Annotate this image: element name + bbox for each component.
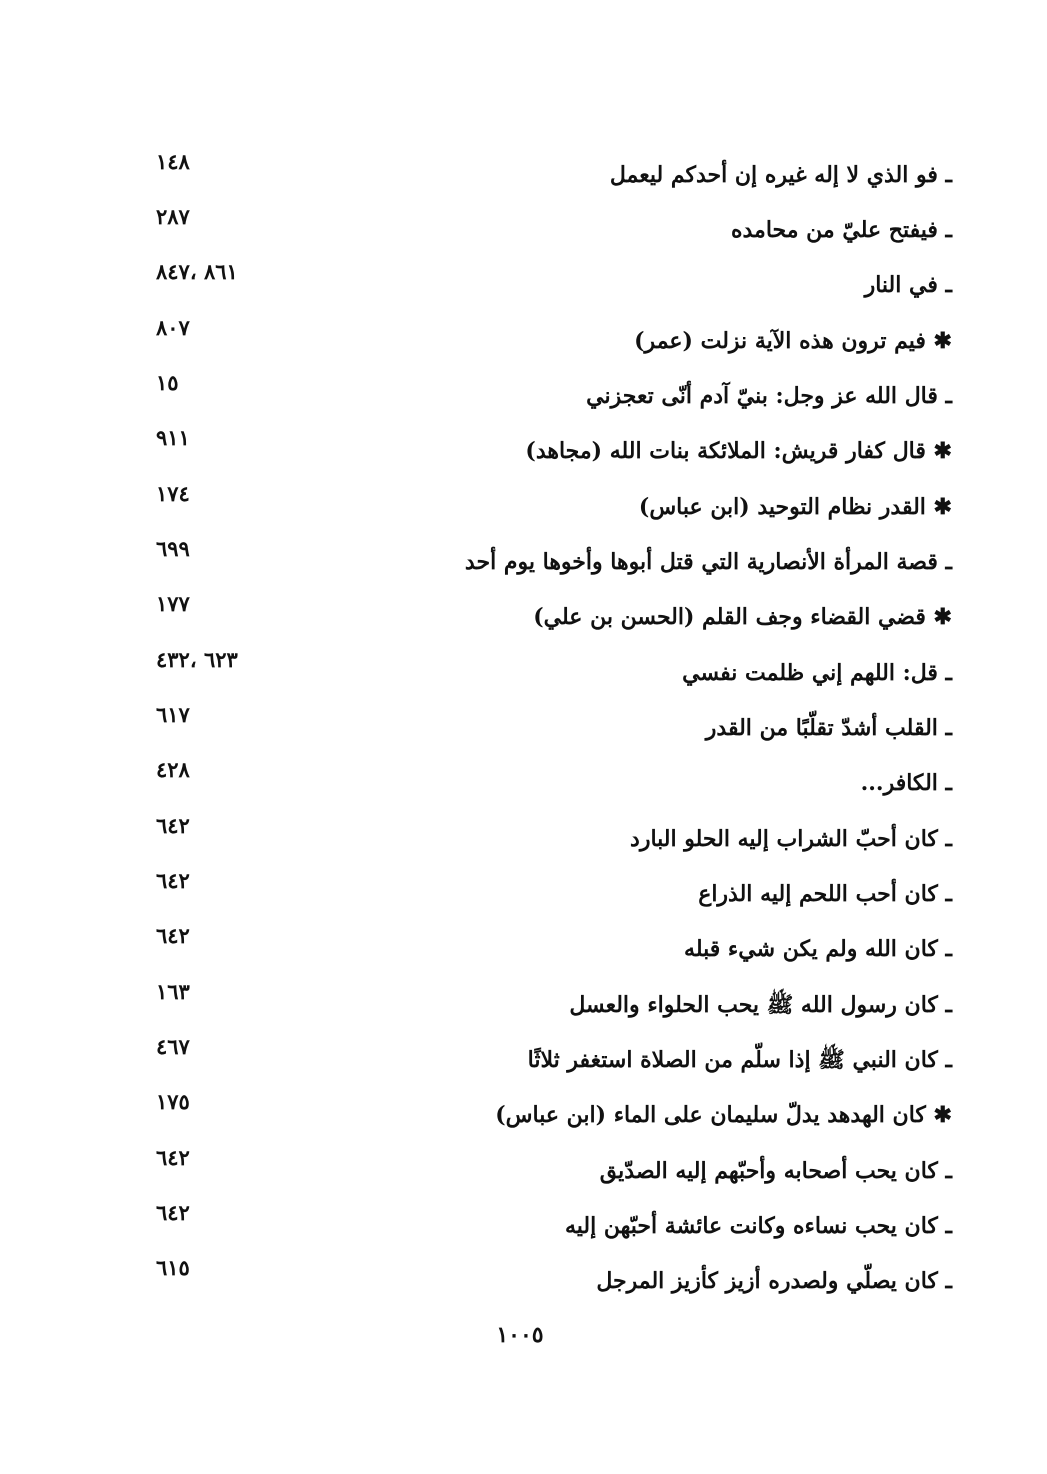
index-entry [140,1089,952,1158]
entry-pages: ٦١٧ [156,702,190,727]
entry-text: ✱ قال كفار قريش: الملائكة بنات الله (مجاهد) [525,438,952,464]
index-entry [140,702,952,771]
entry-text: ـ قال الله عز وجل: بنيّ آدم أنّى تعجزني [586,383,952,409]
entry-pages: ٨٦١ ،٨٤٧ [156,259,238,284]
entry-text: ✱ قضي القضاء وجف القلم (الحسن بن علي) [533,604,952,630]
index-entry [140,425,952,494]
entry-text: ـ كان النبي ﷺ إذا سلّم من الصلاة استغفر ثلاثًا [527,1047,952,1073]
index-entry [140,536,952,605]
entry-text: ـ كان يحب نساءه وكانت عائشة أحبّهن إليه [564,1213,952,1239]
index-entry [140,149,952,218]
index-entry [140,979,952,1048]
entry-pages: ٦٤٢ [156,813,190,838]
index-entry [140,647,952,716]
entry-pages: ١٧٧ [156,591,190,616]
entry-text: ✱ كان الهدهد يدلّ سليمان على الماء (ابن عباس) [495,1102,952,1128]
entry-pages: ٤٦٧ [156,1034,190,1059]
entry-text: ـ كان الله ولم يكن شيء قبله [684,936,952,962]
entry-pages: ٦٢٣ ،٤٣٢ [156,647,238,672]
entry-pages: ٢٨٧ [156,204,190,229]
page-number: ١٠٠٥ [496,1322,544,1348]
entry-pages: ١٧٥ [156,1089,190,1114]
index-entry [140,1200,952,1269]
entry-text: ـ قصة المرأة الأنصارية التي قتل أبوها وأخوها يوم أحد [464,549,952,575]
entry-text: ـ في النار [864,272,952,298]
index-entry [140,370,952,439]
entry-pages: ١٥ [156,370,179,395]
entry-text: ـ كان رسول الله ﷺ يحب الحلواء والعسل [569,992,952,1018]
entry-text: ـ كان أحبّ الشراب إليه الحلو البارد [630,826,952,852]
entry-pages: ١٧٤ [156,481,190,506]
entry-text: ✱ القدر نظام التوحيد (ابن عباس) [638,494,952,520]
index-entry [140,757,952,826]
index-entry [140,259,952,328]
index-entry [140,1145,952,1214]
entry-text: ـ كان أحب اللحم إليه الذراع [698,881,952,907]
entry-text: ـ فيفتح عليّ من محامده [730,217,952,243]
entry-pages: ٦٩٩ [156,536,190,561]
entry-pages: ٦٤٢ [156,1145,190,1170]
index-entry [140,481,952,550]
index-entry [140,1034,952,1103]
entry-pages: ٦٤٢ [156,1200,190,1225]
entry-pages: ٤٢٨ [156,757,190,782]
entry-text: ✱ فيم ترون هذه الآية نزلت (عمر) [634,328,952,354]
index-entry [140,591,952,660]
entry-text: ـ كان يحب أصحابه وأحبّهم إليه الصدّيق [599,1158,952,1184]
index-entry [140,868,952,937]
index-entry [140,1255,952,1324]
entry-text: ـ الكافر... [860,770,952,796]
entry-text: ـ القلب أشدّ تقلّبًا من القدر [705,715,952,741]
entry-text: ـ فو الذي لا إله غيره إن أحدكم ليعمل [609,162,952,188]
entry-text: ـ كان يصلّي ولصدره أزيز كأزيز المرجل [596,1268,952,1294]
index-entry [140,315,952,384]
index-entry [140,204,952,273]
index-entry [140,923,952,992]
entry-pages: ٩١١ [156,425,190,450]
entry-pages: ١٤٨ [156,149,190,174]
entry-pages: ٦١٥ [156,1255,190,1280]
entry-pages: ٨٠٧ [156,315,190,340]
entry-pages: ٦٤٢ [156,923,190,948]
entry-text: ـ قل: اللهم إني ظلمت نفسي [682,660,952,686]
entry-pages: ١٦٣ [156,979,190,1004]
index-entry [140,813,952,882]
entry-pages: ٦٤٢ [156,868,190,893]
